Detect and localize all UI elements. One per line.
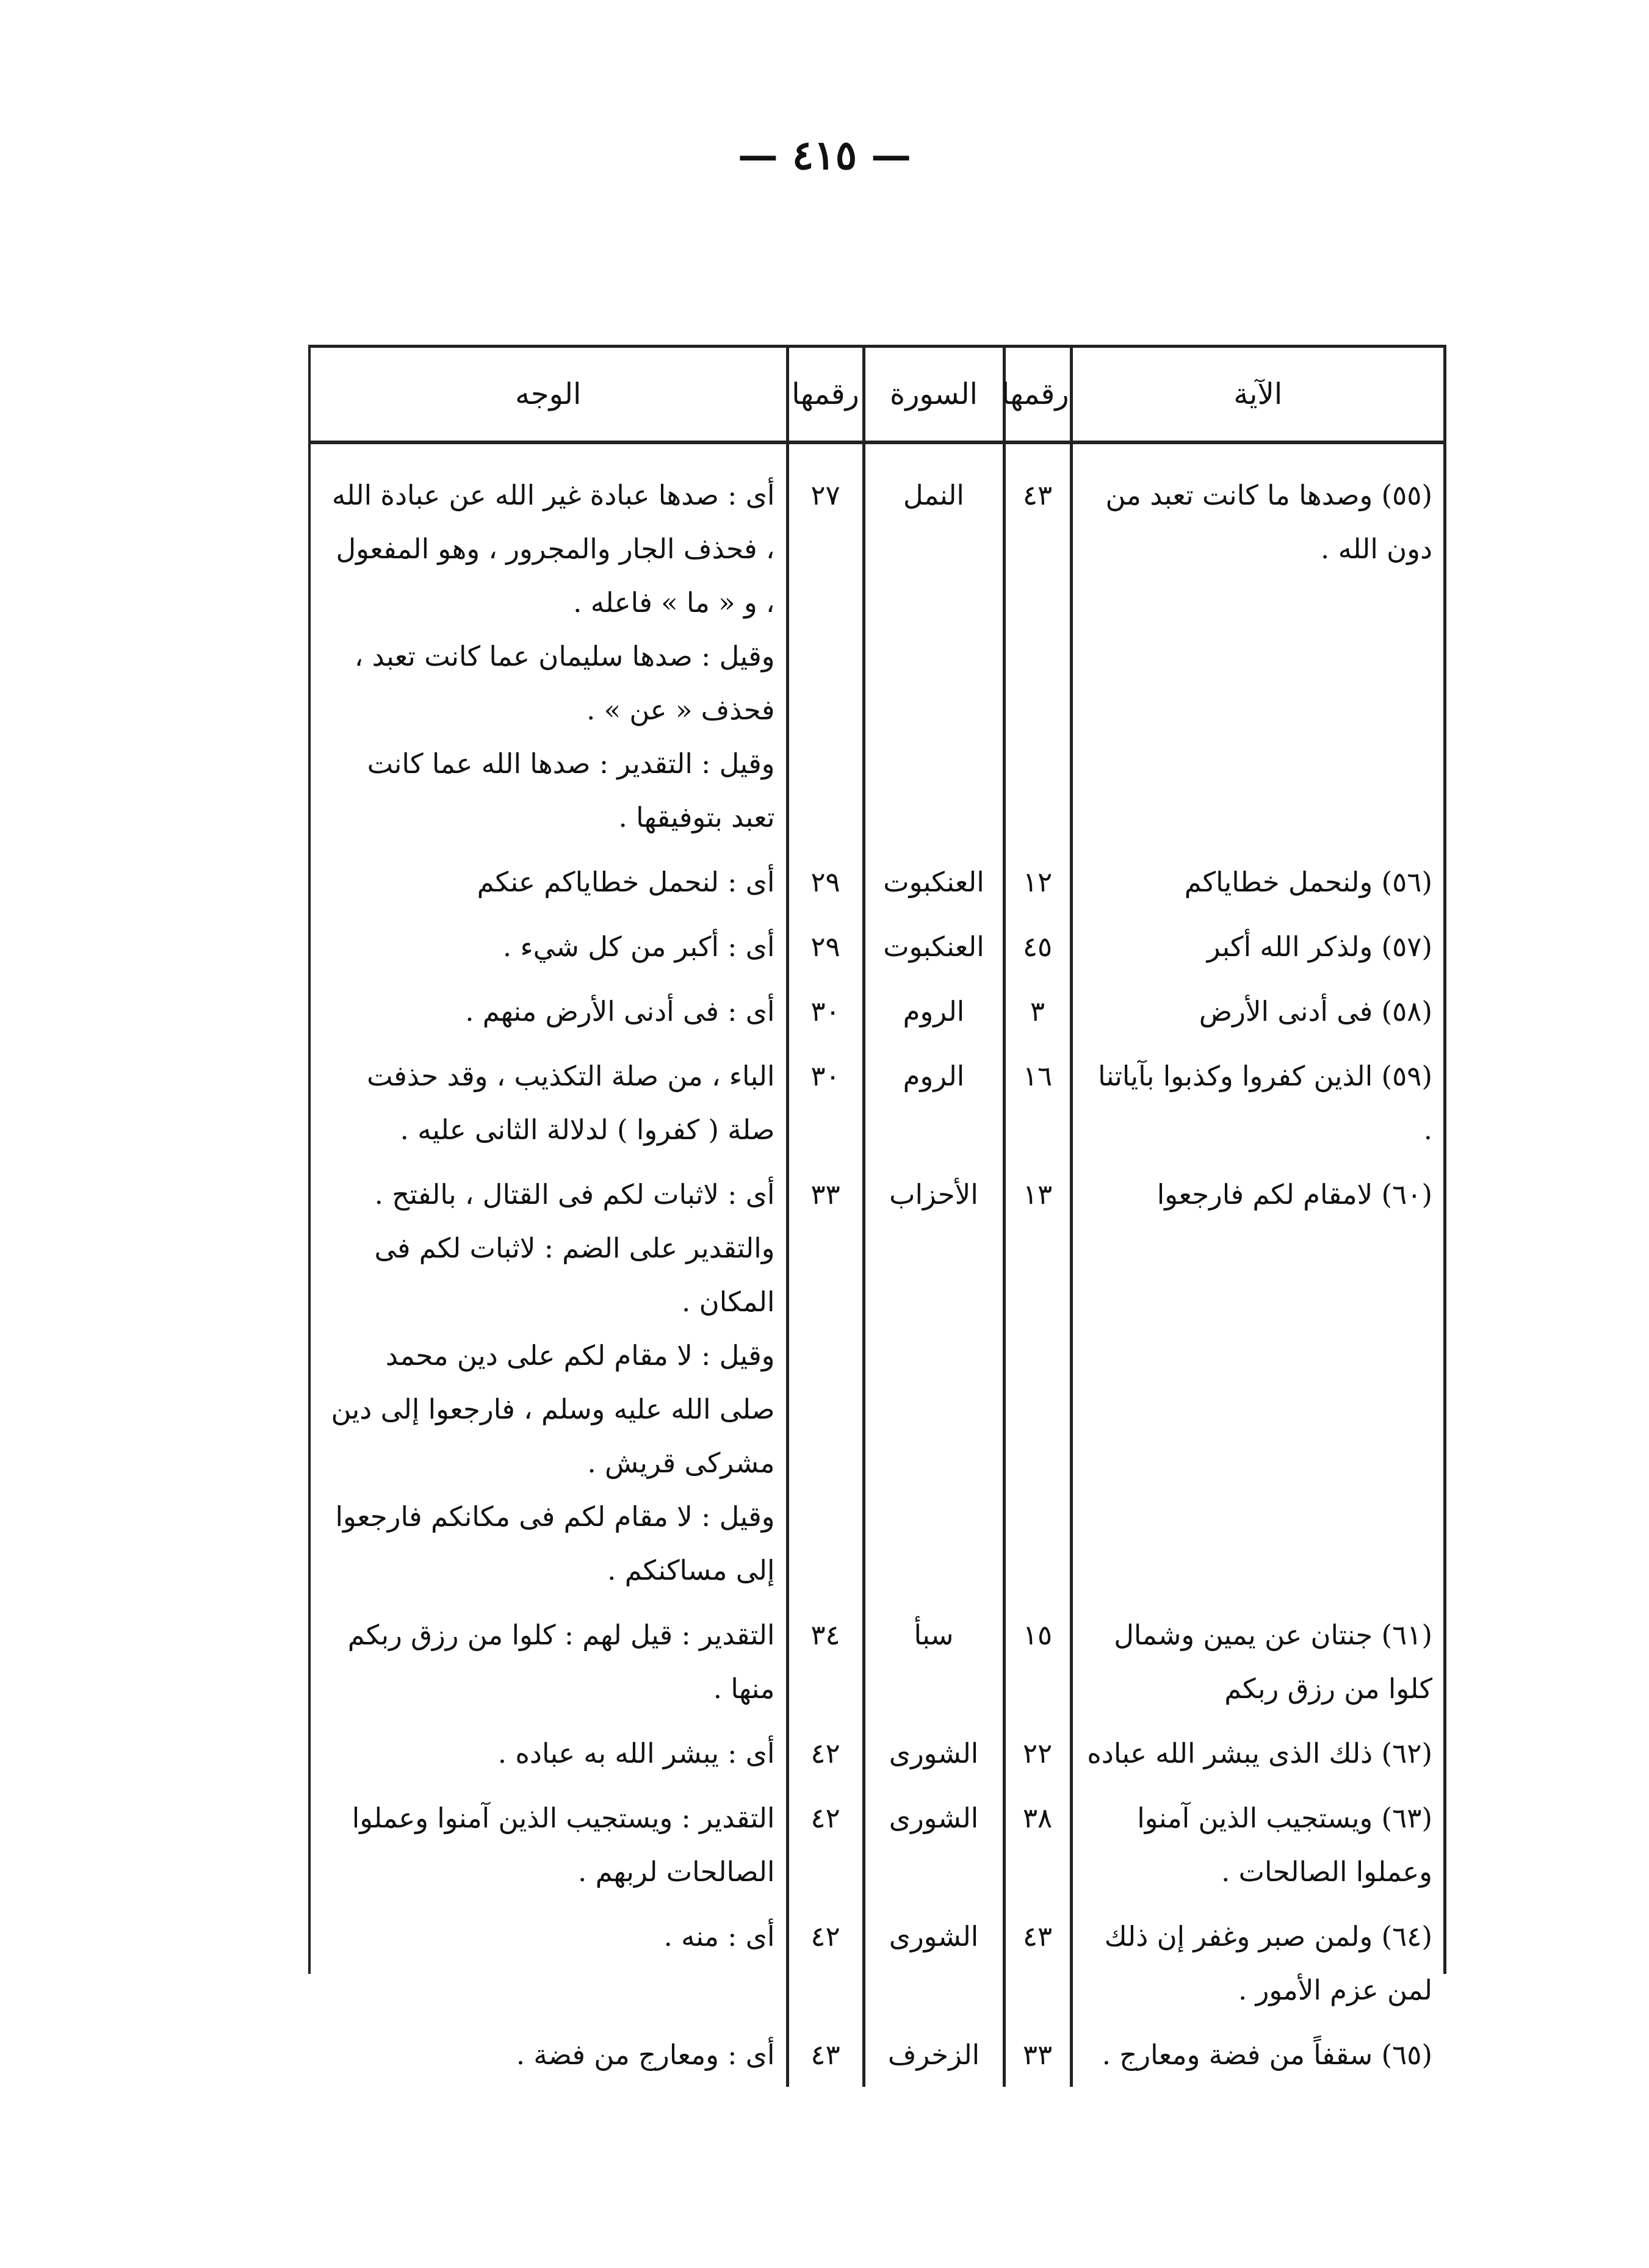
aya-number-cell: ١٣: [1004, 1162, 1071, 1602]
wajh-line: والتقدير على الضم : لاثبات لكم فى المكان .: [374, 1232, 775, 1318]
wajh-cell: [311, 1602, 787, 1721]
wajh-cell: [311, 2022, 787, 2087]
wajh-line: الباء ، من صلة التكذيب ، وقد حذفت صلة ( كفروا ) لدلالة الثانى عليه .: [367, 1060, 775, 1146]
wajh-line: أى : أكبر من كل شيء .: [502, 931, 775, 963]
wajh-cell: [311, 442, 787, 849]
aya-cell: (٥٦) ولنحمل خطاياكم: [1071, 849, 1443, 914]
aya-cell: (٥٥) وصدها ما كانت تعبد من دون الله .: [1071, 442, 1443, 849]
wajh-cell: [311, 1721, 787, 1785]
wajh-cell: [311, 914, 787, 979]
aya-cell: (٥٨) فى أدنى الأرض: [1071, 979, 1443, 1043]
table-row: [311, 1043, 1443, 1162]
sura-number-cell: ٢٩: [787, 914, 864, 979]
sura-number-cell: ٤٢: [787, 1721, 864, 1785]
page-number: — ٤١٥ —: [737, 131, 912, 179]
sura-cell: الأحزاب: [864, 1162, 1004, 1602]
aya-number-cell: ٣: [1004, 979, 1071, 1043]
index-table-frame: [308, 345, 1446, 2071]
sura-cell: الشورى: [864, 1785, 1004, 1904]
aya-cell: (٦١) جنتان عن يمين وشمال كلوا من رزق ربكم: [1071, 1602, 1443, 1721]
wajh-cell: [311, 1904, 787, 2022]
aya-cell: (٥٩) الذين كفروا وكذبوا بآياتنا .: [1071, 1043, 1443, 1162]
wajh-line: أى : لنحمل خطاياكم عنكم: [477, 866, 775, 898]
sura-cell: العنكبوت: [864, 914, 1004, 979]
wajh-cell: [311, 1785, 787, 1904]
sura-number-cell: ٤٢: [787, 1904, 864, 2022]
sura-number-cell: ٣٣: [787, 1162, 864, 1602]
sura-cell: الروم: [864, 979, 1004, 1043]
wajh-cell: [311, 849, 787, 914]
sura-number-cell: ٤٢: [787, 1785, 864, 1904]
wajh-line: وقيل : التقدير : صدها الله عما كانت تعبد بتوفيقها .: [367, 747, 775, 833]
wajh-line: أى : يبشر الله به عباده .: [497, 1737, 775, 1769]
wajh-cell: [311, 1162, 787, 1602]
wajh-line: أى : فى أدنى الأرض منهم .: [465, 995, 775, 1028]
wajh-line: أى : لاثبات لكم فى القتال ، بالفتح .: [374, 1178, 775, 1211]
table-header-row: [311, 348, 1443, 442]
header-aya: الآية: [1071, 348, 1443, 442]
table-row: [311, 442, 1443, 849]
aya-cell: (٦٢) ذلك الذى يبشر الله عباده: [1071, 1721, 1443, 1785]
wajh-line: وقيل : لا مقام لكم على دين محمد صلى الله عليه وسلم ، فارجعوا إلى دين مشركى قريش .: [331, 1339, 775, 1479]
wajh-line: أى : ومعارج من فضة .: [516, 2039, 775, 2071]
aya-number-cell: ٤٥: [1004, 914, 1071, 979]
header-aya-number: رقمها: [1004, 348, 1071, 442]
aya-number-cell: ٤٣: [1004, 1904, 1071, 2022]
table-row: [311, 2022, 1443, 2087]
wajh-cell: [311, 1043, 787, 1162]
table-row: [311, 914, 1443, 979]
sura-cell: سبأ: [864, 1602, 1004, 1721]
wajh-line: التقدير : ويستجيب الذين آمنوا وعملوا الصالحات لربهم .: [352, 1802, 775, 1888]
aya-number-cell: ٢٢: [1004, 1721, 1071, 1785]
sura-cell: الشورى: [864, 1721, 1004, 1785]
aya-number-cell: ١٦: [1004, 1043, 1071, 1162]
table-row: [311, 1904, 1443, 2022]
sura-number-cell: ٢٧: [787, 442, 864, 849]
aya-number-cell: ١٢: [1004, 849, 1071, 914]
sura-cell: الروم: [864, 1043, 1004, 1162]
sura-cell: الزخرف: [864, 2022, 1004, 2087]
table-body: [311, 442, 1443, 2087]
aya-cell: (٦٥) سقفاً من فضة ومعارج .: [1071, 2022, 1443, 2087]
aya-number-cell: ٤٣: [1004, 442, 1071, 849]
sura-number-cell: ٣٤: [787, 1602, 864, 1721]
sura-cell: العنكبوت: [864, 849, 1004, 914]
aya-cell: (٦٤) ولمن صبر وغفر إن ذلك لمن عزم الأمور .: [1071, 1904, 1443, 2022]
table-row: [311, 979, 1443, 1043]
sura-number-cell: ٤٣: [787, 2022, 864, 2087]
aya-number-cell: ١٥: [1004, 1602, 1071, 1721]
table-row: [311, 1602, 1443, 1721]
sura-cell: الشورى: [864, 1904, 1004, 2022]
wajh-line: أى : صدها عبادة غير الله عن عبادة الله ، فحذف الجار والمجرور ، وهو المفعول ، و « ما » فاعله .: [331, 479, 775, 619]
aya-cell: (٥٧) ولذكر الله أكبر: [1071, 914, 1443, 979]
wajh-line: وقيل : صدها سليمان عما كانت تعبد ، فحذف « عن » .: [354, 640, 775, 726]
aya-cell: (٦٠) لامقام لكم فارجعوا: [1071, 1162, 1443, 1602]
index-table: [311, 348, 1443, 2087]
table-row: [311, 849, 1443, 914]
sura-number-cell: ٢٩: [787, 849, 864, 914]
sura-cell: النمل: [864, 442, 1004, 849]
header-sura-number: رقمها: [787, 348, 864, 442]
wajh-line: وقيل : لا مقام لكم فى مكانكم فارجعوا إلى مساكنكم .: [335, 1500, 775, 1586]
wajh-cell: [311, 979, 787, 1043]
sura-number-cell: ٣٠: [787, 1043, 864, 1162]
table-row: [311, 1162, 1443, 1602]
wajh-line: التقدير : قيل لهم : كلوا من رزق ربكم منها .: [347, 1619, 775, 1705]
aya-cell: (٦٣) ويستجيب الذين آمنوا وعملوا الصالحات .: [1071, 1785, 1443, 1904]
table-row: [311, 1785, 1443, 1904]
sura-number-cell: ٣٠: [787, 979, 864, 1043]
aya-number-cell: ٣٣: [1004, 2022, 1071, 2087]
wajh-line: أى : منه .: [663, 1920, 775, 1953]
table-row: [311, 1721, 1443, 1785]
header-wajh: الوجه: [311, 348, 787, 442]
header-sura: السورة: [864, 348, 1004, 442]
aya-number-cell: ٣٨: [1004, 1785, 1071, 1904]
